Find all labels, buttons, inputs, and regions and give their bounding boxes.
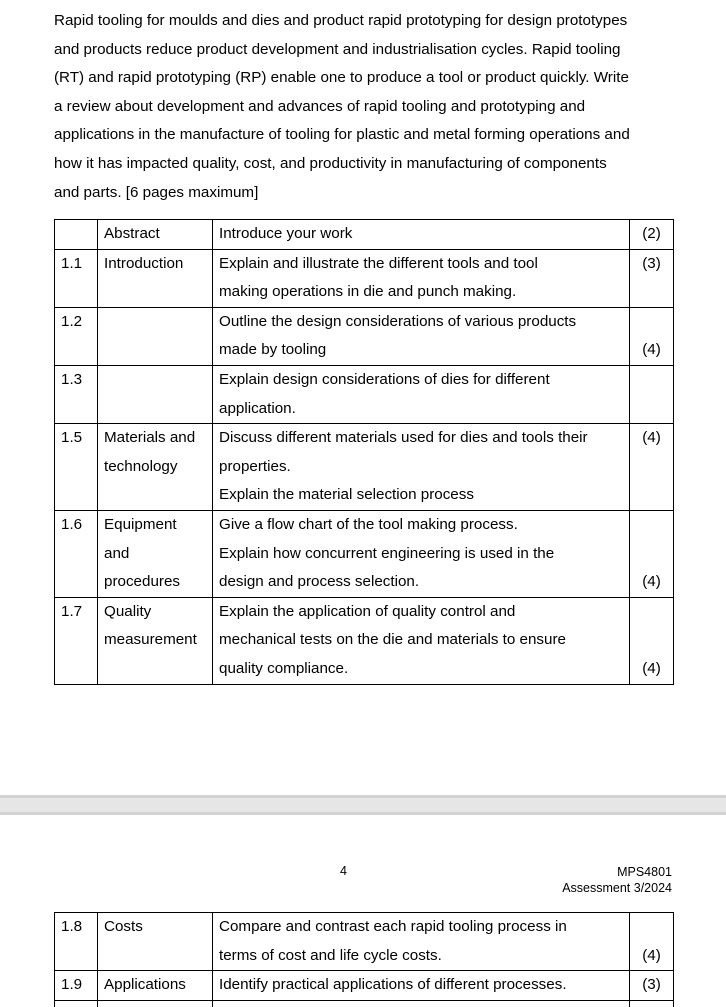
task-line: Explain how concurrent engineering is used in the	[219, 544, 555, 562]
section-cell	[98, 307, 213, 365]
item-number	[55, 220, 98, 250]
section-cell	[98, 597, 213, 684]
section-cell	[98, 424, 213, 511]
mark-cell: (4)	[630, 424, 674, 511]
task-line: Explain design considerations of dies for different	[219, 370, 550, 388]
mark-cell: (4)	[630, 597, 674, 684]
task-line: Give a flow chart of the tool making process.	[219, 515, 518, 533]
table-row	[55, 220, 674, 250]
table-row	[55, 365, 674, 423]
task-line: Explain and illustrate the different tools and tool	[219, 254, 538, 272]
task-line: making operations in die and punch making.	[219, 283, 517, 301]
table-row	[55, 510, 674, 597]
section-line: Materials and	[104, 429, 196, 447]
section-cell	[98, 249, 213, 307]
mark-cell: (4)	[630, 913, 674, 971]
table-row	[55, 913, 674, 971]
section-cell	[98, 913, 213, 971]
table-row	[55, 971, 674, 1001]
task-cell	[213, 365, 630, 423]
task-line: made by tooling	[219, 341, 327, 359]
section-line: Abstract	[104, 225, 160, 242]
task-line: quality compliance.	[219, 659, 349, 677]
item-number: 1.3	[55, 365, 98, 423]
mark-cell: (3)	[630, 971, 674, 1001]
page-header	[562, 864, 672, 896]
section-line: measurement	[104, 631, 197, 649]
intro-line: and products reduce product development and industrialisation cycles. Rapid tooling	[54, 40, 621, 58]
task-line: Explain the application of quality control and	[219, 602, 516, 620]
section-line: procedures	[104, 573, 180, 591]
task-line: properties.	[219, 457, 291, 475]
item-number: 1.2	[55, 307, 98, 365]
item-number: 1.8	[55, 913, 98, 971]
table-row	[55, 597, 674, 684]
section-line: technology	[104, 457, 178, 475]
item-number: 1.9	[55, 971, 98, 1001]
intro-line: Rapid tooling for moulds and dies and product rapid prototyping for design prototypes	[54, 12, 628, 29]
task-line: Introduce your work	[219, 225, 353, 242]
task-cell	[213, 510, 630, 597]
table-row	[55, 307, 674, 365]
item-number: 1.6	[55, 510, 98, 597]
table-row-partial	[55, 1000, 674, 1007]
mark-cell: (4)	[630, 307, 674, 365]
item-number: 1.5	[55, 424, 98, 511]
mark-cell: (3)	[630, 249, 674, 307]
task-cell	[213, 971, 630, 1001]
task-line: Compare and contrast each rapid tooling process in	[219, 918, 567, 935]
section-cell	[98, 510, 213, 597]
section-line: Applications	[104, 976, 186, 994]
section-cell	[98, 971, 213, 1001]
item-number: 1.7	[55, 597, 98, 684]
mark-cell: (2)	[630, 220, 674, 250]
intro-line: a review about development and advances of rapid tooling and prototyping and	[54, 97, 586, 115]
intro-line: how it has impacted quality, cost, and productivity in manufacturing of components	[54, 154, 607, 172]
task-cell	[213, 913, 630, 971]
section-cell	[98, 220, 213, 250]
assignment-instructions	[54, 7, 673, 207]
intro-line: and parts. [6 pages maximum]	[54, 183, 259, 201]
section-line: and	[104, 544, 130, 562]
section-cell	[98, 365, 213, 423]
task-cell	[213, 249, 630, 307]
page-number: 4	[340, 864, 347, 878]
section-line: Quality	[104, 602, 152, 620]
task-line: Explain the material selection process	[219, 486, 474, 504]
task-cell	[213, 597, 630, 684]
intro-line: applications in the manufacture of tooling for plastic and metal forming operations and	[54, 126, 630, 144]
task-cell	[213, 220, 630, 250]
rubric-table	[54, 219, 674, 685]
task-cell	[213, 307, 630, 365]
task-line: Identify practical applications of different processes.	[219, 976, 567, 994]
task-line: Outline the design considerations of various products	[219, 312, 577, 330]
task-line: application.	[219, 399, 296, 417]
table-row	[55, 249, 674, 307]
task-cell	[213, 424, 630, 511]
section-line: Equipment	[104, 515, 177, 533]
task-line: Discuss different materials used for dies and tools their	[219, 429, 588, 447]
section-line: Introduction	[104, 254, 184, 272]
intro-line: (RT) and rapid prototyping (RP) enable one to produce a tool or product quickly. Write	[54, 69, 629, 87]
course-code: MPS4801	[617, 865, 672, 879]
assessment-label: Assessment 3/2024	[562, 881, 672, 895]
page-separator	[0, 795, 726, 815]
rubric-table-continued	[54, 912, 674, 1007]
mark-cell: (4)	[630, 510, 674, 597]
table-row	[55, 424, 674, 511]
task-line: design and process selection.	[219, 573, 420, 591]
task-line: mechanical tests on the die and materials to ensure	[219, 631, 566, 649]
task-line: terms of cost and life cycle costs.	[219, 946, 442, 964]
item-number: 1.1	[55, 249, 98, 307]
section-line: Costs	[104, 918, 143, 935]
mark-cell	[630, 365, 674, 423]
